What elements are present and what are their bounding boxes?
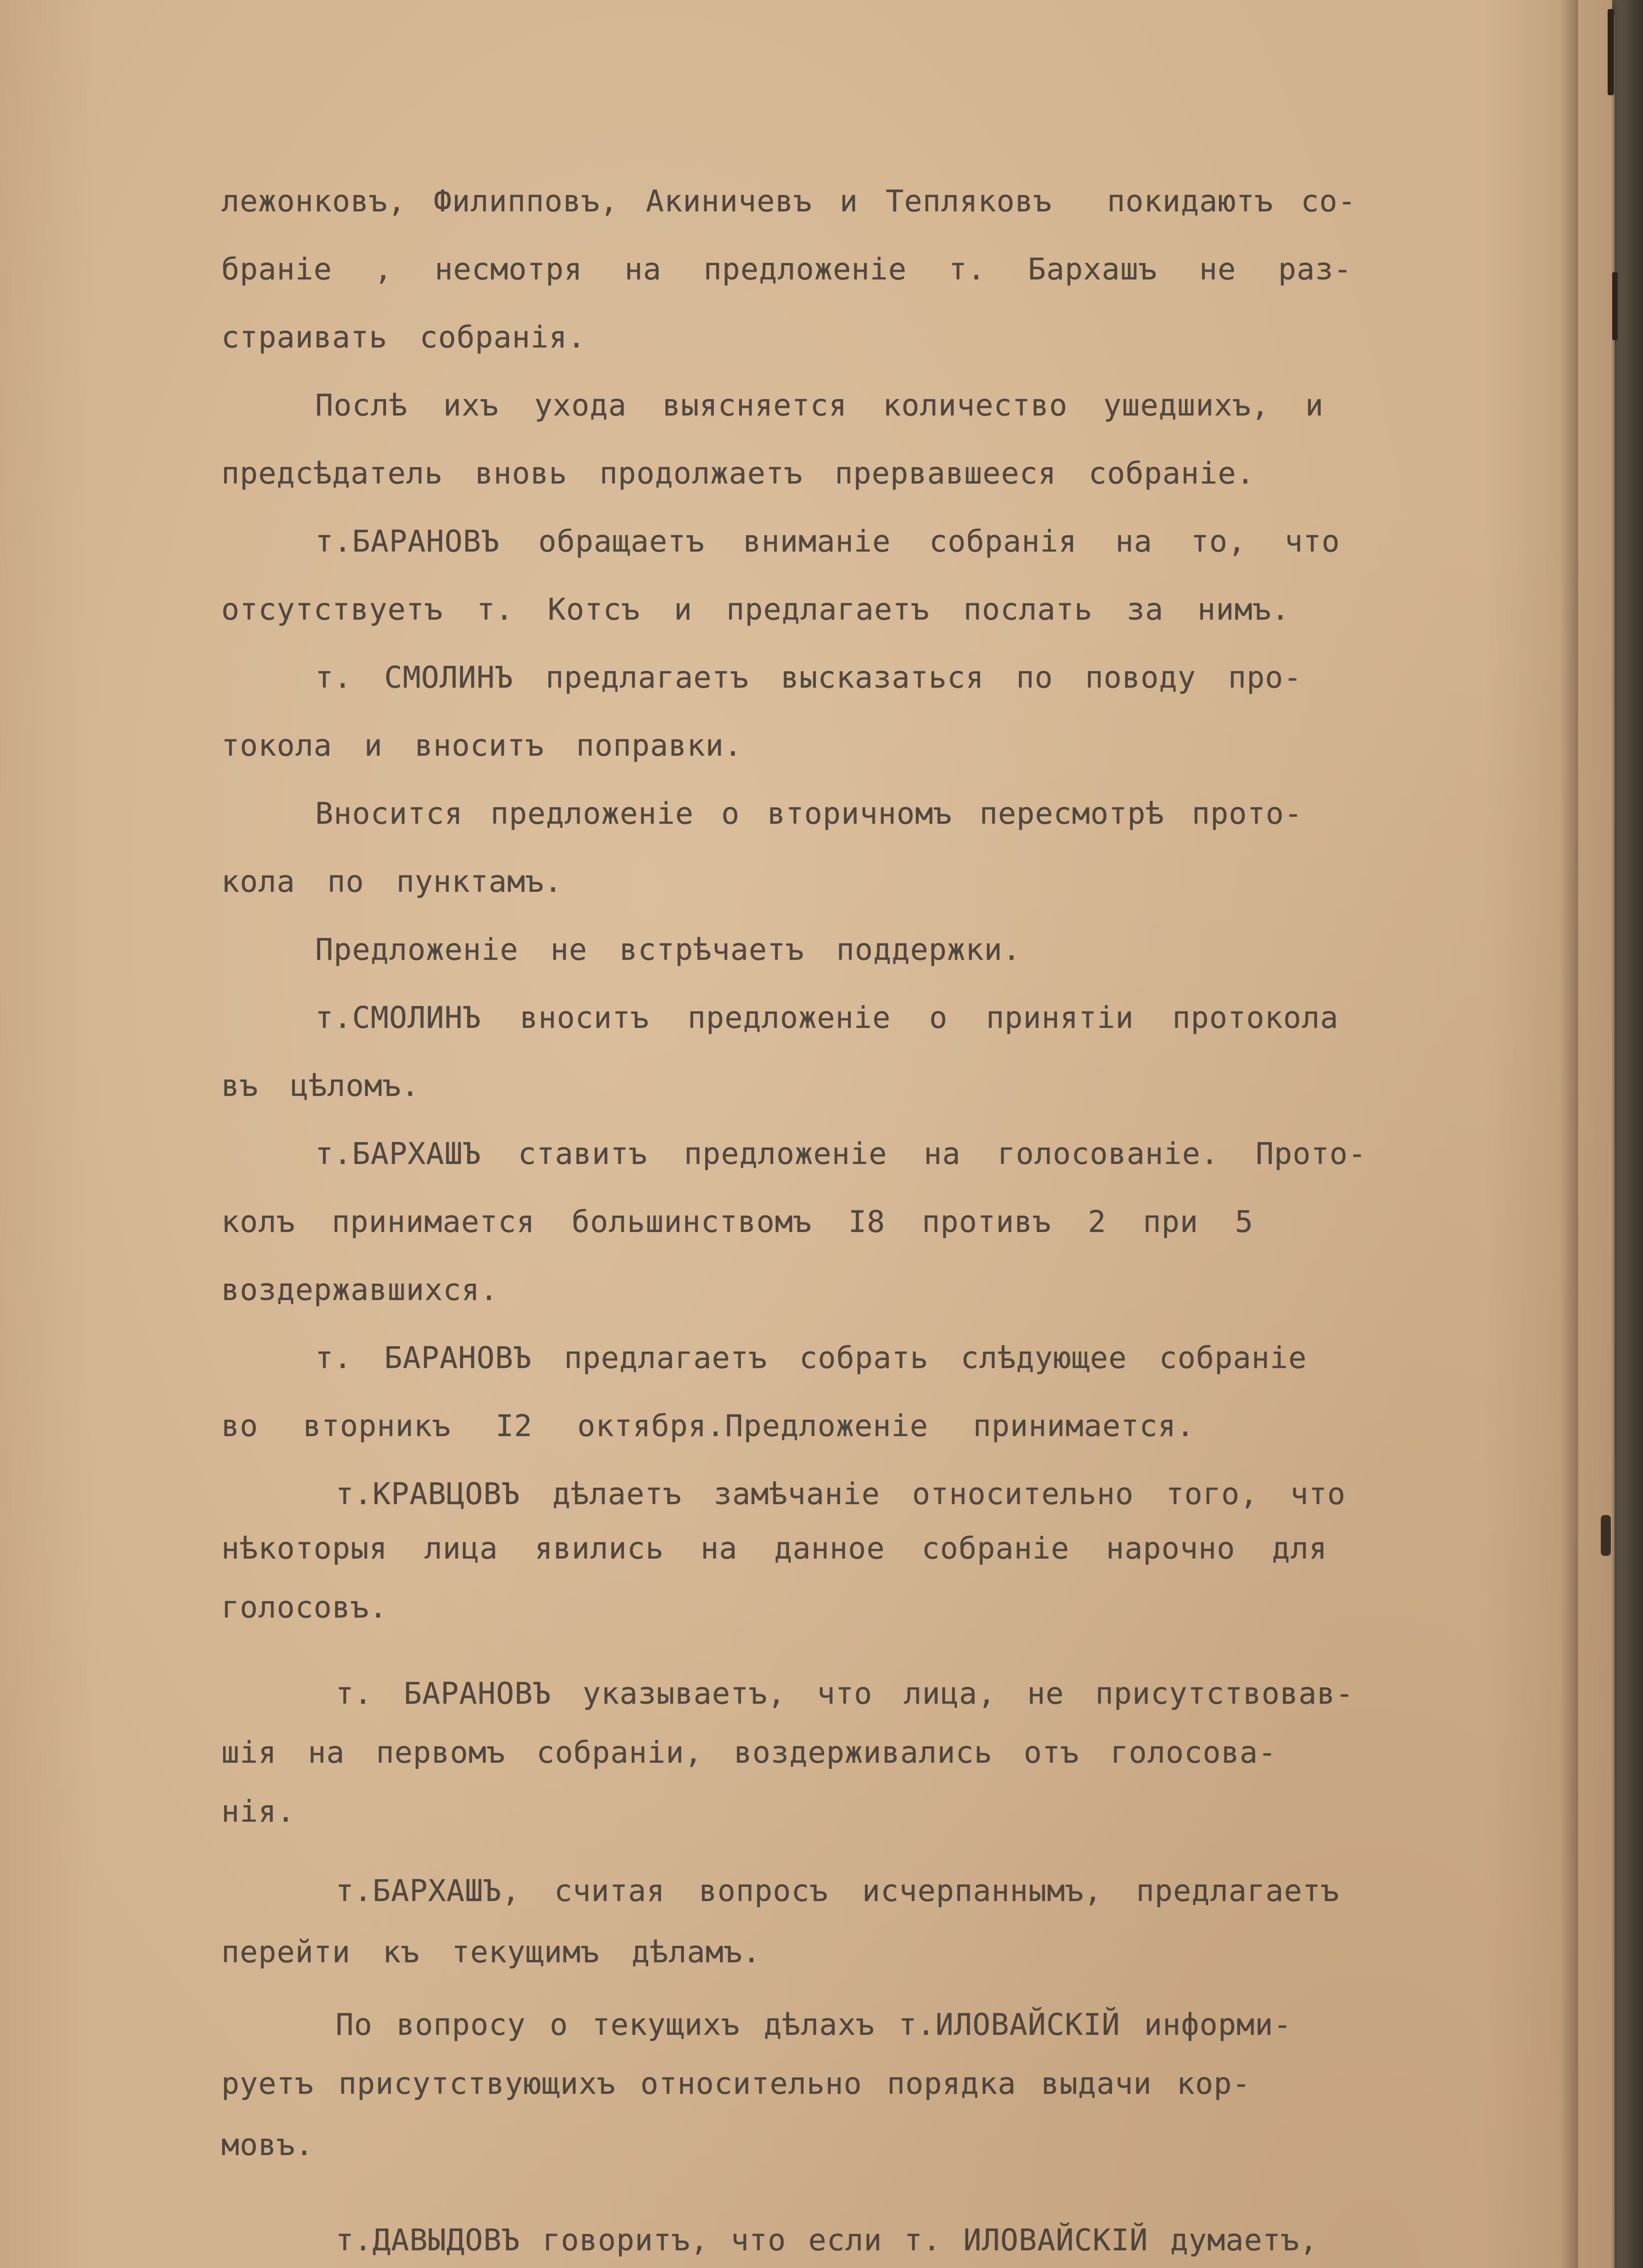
text-line: страивать собранія.	[221, 320, 586, 355]
text-line: нія.	[221, 1794, 295, 1829]
text-line: т. БАРАНОВЪ предлагаетъ собрать слѣдующее собраніе	[315, 1340, 1307, 1375]
text-line: воздержавшихся.	[221, 1272, 499, 1307]
text-line: Вносится предложеніе о вторичномъ пересмотрѣ прото-	[315, 796, 1303, 831]
text-line: голосовъ.	[221, 1590, 388, 1625]
text-line: т.БАРХАШЪ, считая вопросъ исчерпаннымъ, предлагаетъ	[336, 1873, 1340, 1908]
text-line: т.ДАВЫДОВЪ говоритъ, что если т. ИЛОВАЙСКІЙ думаетъ,	[336, 2223, 1318, 2258]
text-line: Предложеніе не встрѣчаетъ поддержки.	[315, 932, 1021, 967]
text-line: т. БАРАНОВЪ указываетъ, что лица, не присутствовав-	[336, 1676, 1354, 1711]
text-line: нѣкоторыя лица явились на данное собраніе нарочно для	[221, 1531, 1327, 1566]
text-line: отсутствуетъ т. Котсъ и предлагаетъ послать за нимъ.	[221, 592, 1290, 627]
text-line: мовъ.	[221, 2127, 314, 2162]
text-line: кола по пунктамъ.	[221, 864, 563, 899]
text-line: т.СМОЛИНЪ вноситъ предложеніе о принятіи протокола	[315, 1000, 1339, 1035]
text-line: По вопросу о текущихъ дѣлахъ т.ИЛОВАЙСКІЙ информи-	[336, 2007, 1292, 2042]
staple-middle	[1612, 272, 1618, 340]
text-line: руетъ присутствующихъ относительно порядка выдачи кор-	[221, 2066, 1251, 2101]
text-line: въ цѣломъ.	[221, 1068, 420, 1103]
text-line: колъ принимается большинствомъ I8 противъ 2 при 5	[221, 1204, 1254, 1239]
text-line: предсѣдатель вновь продолжаетъ прервавшееся собраніе.	[221, 456, 1255, 491]
text-line: т.БАРХАШЪ ставитъ предложеніе на голосованіе. Прото-	[315, 1136, 1367, 1171]
text-line: перейти къ текущимъ дѣламъ.	[221, 1935, 761, 1970]
text-line: шія на первомъ собраніи, воздерживались отъ голосова-	[221, 1735, 1277, 1770]
text-line: т.КРАВЦОВЪ дѣлаетъ замѣчаніе относительно того, что	[336, 1476, 1346, 1511]
text-line: лежонковъ, Филипповъ, Акиничевъ и Тепляковъ покидаютъ со-	[221, 184, 1356, 219]
text-line: т.БАРАНОВЪ обращаетъ вниманіе собранія на то, что	[315, 524, 1341, 559]
text-line: браніе , несмотря на предложеніе т. Бархашъ не раз-	[221, 252, 1352, 287]
text-line: т. СМОЛИНЪ предлагаетъ высказаться по поводу про-	[315, 660, 1302, 695]
text-line: во вторникъ I2 октября.Предложеніе принимается.	[221, 1408, 1195, 1443]
text-line: токола и вноситъ поправки.	[221, 728, 743, 763]
text-line: Послѣ ихъ ухода выясняется количество ушедшихъ, и	[315, 388, 1324, 423]
